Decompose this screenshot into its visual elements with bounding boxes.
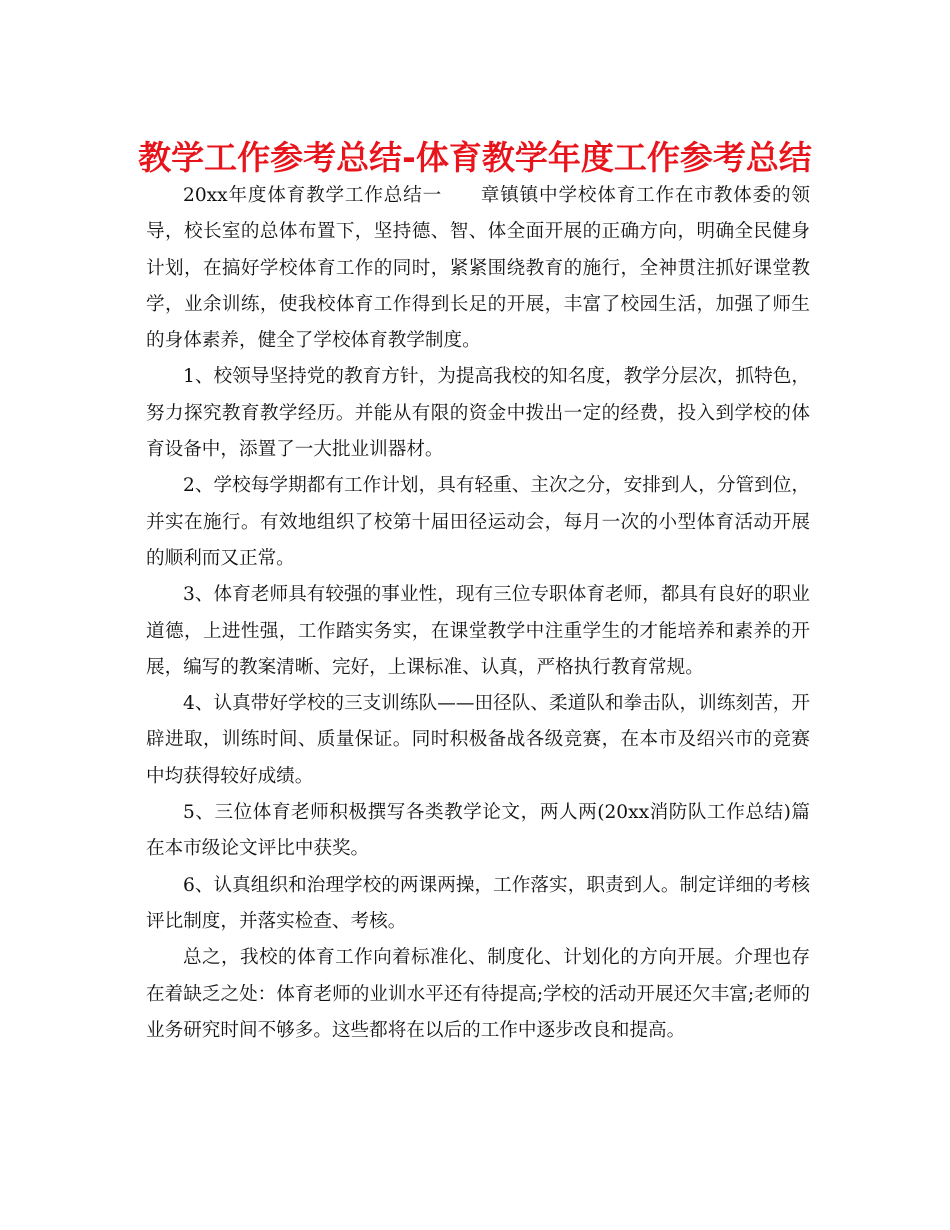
document-body — [146, 178, 810, 1049]
paragraph-conclusion: 总之，我校的体育工作向着标准化、制度化、计划化的方向开展。介理也存在着缺乏之处：体育老师的业训水平还有待提高;学校的活动开展还欠丰富;老师的业务研究时间不够多。这些都将在以后的工作中逐步改良和提高。 — [146, 947, 810, 1041]
paragraph-item-5: 5、三位体育老师积极撰写各类教学论文，两人两(20xx消防队工作总结)篇在本市级论文评比中获奖。 — [146, 802, 810, 860]
paragraph-item-4: 4、认真带好学校的三支训练队——田径队、柔道队和拳击队，训练刻苦，开辟进取，训练时间、质量保证。同时积极备战各级竞赛，在本市及绍兴市的竞赛中均获得较好成绩。 — [146, 693, 810, 787]
paragraph-item-3: 3、体育老师具有较强的事业性，现有三位专职体育老师，都具有良好的职业道德，上进性强，工作踏实务实，在课堂教学中注重学生的才能培养和素养的开展，编写的教案清晰、完好，上课标准、认真，严格执行教育常规。 — [146, 584, 810, 678]
paragraph-item-6: 6、认真组织和治理学校的两课两操，工作落实，职责到人。制定详细的考核评比制度，并落实检查、考核。 — [146, 874, 810, 932]
paragraph-item-2: 2、学校每学期都有工作计划，具有轻重、主次之分，安排到人，分管到位，并实在施行。有效地组织了校第十届田径运动会，每月一次的小型体育活动开展的顺利而又正常。 — [146, 475, 810, 569]
document-title: 教学工作参考总结-体育教学年度工作参考总结 — [138, 138, 812, 177]
paragraph-intro: 20xx年度体育教学工作总结一 章镇镇中学校体育工作在市教体委的领导，校长室的总体布置下，坚持德、智、体全面开展的正确方向，明确全民健身计划，在搞好学校体育工作的同时，紧紧围绕教育的施行，全神贯注抓好课堂教学，业余训练，使我校体育工作得到长足的开展，丰富了校园生活，加强了师生的身体素养，健全了学校体育教学制度。 — [146, 185, 810, 352]
paragraph-item-1: 1、校领导坚持党的教育方针，为提高我校的知名度，教学分层次，抓特色，努力探究教育教学经历。并能从有限的资金中拨出一定的经费，投入到学校的体育设备中，添置了一大批业训器材。 — [146, 366, 810, 461]
